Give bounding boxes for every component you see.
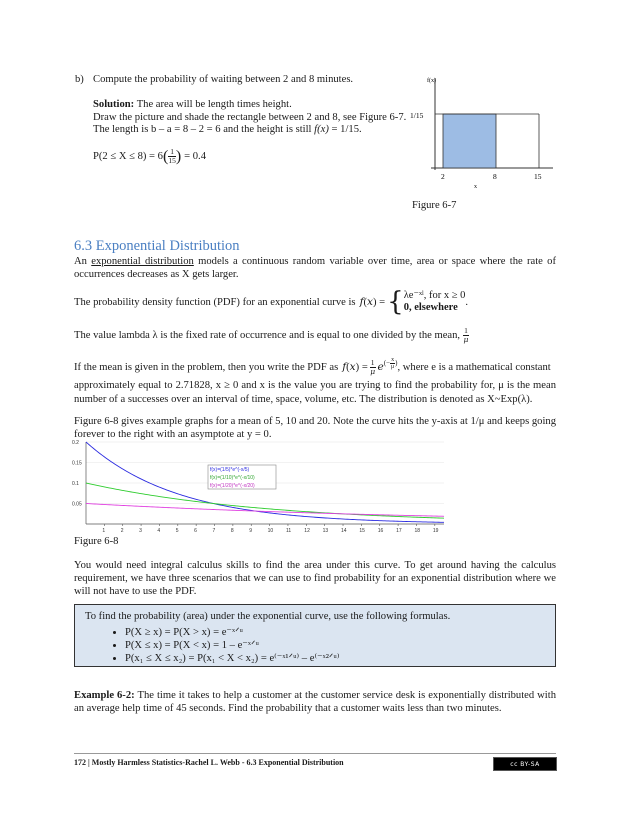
solution-label: Solution: — [93, 99, 135, 110]
fig68-x-tick-11: 11 — [285, 528, 292, 534]
mean-text-pre: If the mean is given in the problem, then you write the PDF as — [74, 361, 339, 373]
pdf-cases — [404, 290, 466, 314]
fig68-x-tick-19: 19 — [432, 528, 439, 534]
formula-item-3: • P(x₁ ≤ X ≤ x₂) = P(x₁ < X < x₂) = e⁽⁻ˣ¹ᐟᵘ⁾ – e⁽⁻ˣ²ᐟᵘ⁾ — [125, 652, 545, 664]
fig67-y-tick: 1/15 — [410, 111, 424, 120]
pdf-case-1: λe⁻ˣˡ, for x ≥ 0 — [403, 290, 466, 301]
formula-list — [85, 626, 545, 664]
fig68-curve-mean-20 — [86, 504, 444, 517]
footer-text: 172 | Mostly Harmless Statistics-Rachel L. Webb - 6.3 Exponential Distribution — [74, 758, 344, 767]
fig68-y-tick-0.15: 0.15 — [72, 460, 82, 467]
calculus-paragraph: You would need integral calculus skills to find the area under this curve. To get around having the calculus requirement, we have three scenarios that we can use to find probability for an exponential distribution where we will not have to use the PDF. — [74, 560, 556, 597]
fig68-x-tick-10: 10 — [267, 528, 274, 534]
pdf-case-2: 0, elsewhere — [403, 302, 458, 313]
formula-item-1: • P(X ≥ x) = P(X > x) = e⁻ˣᐟᵘ — [125, 626, 545, 638]
example-text: The time it takes to help a customer at the customer service desk is exponentially distributed with an average help time of 45 seconds. Find the probability that a customer waits less than two minutes. — [74, 690, 556, 714]
figure-6-7-chart — [405, 72, 555, 197]
fig67-shaded-rectangle — [443, 114, 496, 168]
solution-line2: Draw the picture and shade the rectangle between 2 and 8, see Figure 6-7. — [93, 111, 407, 123]
mean-text-cont: approximately equal to 2.71828, x ≥ 0 and x is the value you are trying to find the probability for, μ is the mean number of a successes over an interval of time, space, volume, etc. The distribution is denoted as X~Exp(λ). — [74, 380, 556, 405]
figure-6-7-caption: Figure 6-7 — [412, 200, 457, 211]
fig68-x-tick-4: 4 — [157, 528, 161, 534]
mean-text-post: , where e is a mathematical constant — [397, 361, 551, 373]
fig67-x-tick-8: 8 — [493, 172, 497, 181]
section-heading: 6.3 Exponential Distribution — [74, 238, 240, 254]
example-label: Example 6-2: — [74, 690, 135, 701]
lambda-text: The value lambda λ is the fixed rate of occurrence and is equal to one divided by the mean, — [74, 330, 461, 341]
fig68-y-tick-0.2: 0.2 — [72, 440, 79, 446]
prob-rhs: = 0.4 — [184, 151, 207, 162]
fig67-x-tick-2: 2 — [441, 172, 445, 181]
fig68-x-tick-9: 9 — [249, 528, 253, 534]
formula-item-2: • P(X ≤ x) = P(X < x) = 1 – e⁻ˣᐟᵘ — [125, 639, 545, 651]
solution-text: The area will be length times height. — [136, 99, 292, 110]
example-paragraph — [74, 689, 556, 715]
pdf-paragraph: The probability density function (PDF) for an exponential curve is f ( x ) = { λe⁻ˣˡ, for x ≥ 0 0, elsewhere . — [74, 287, 469, 317]
solution-line3-pre: The length is b – a = 8 – 2 = 6 and the height is still — [93, 124, 312, 135]
solution-line3-post: = 1/15. — [331, 124, 362, 135]
part-b-label: b) — [75, 74, 84, 85]
pdf-text: The probability density function (PDF) for an exponential curve is — [74, 296, 356, 308]
fig68-x-tick-16: 16 — [377, 528, 384, 534]
figure-6-8-description: Figure 6-8 gives example graphs for a mean of 5, 10 and 20. Note the curve hits the y-axis at 1/μ and keeps going forever to the right with an asymptote at y = 0. — [74, 416, 556, 440]
fig68-x-tick-2: 2 — [120, 528, 124, 534]
fig68-x-tick-12: 12 — [304, 528, 310, 534]
fig67-x-label: x — [474, 184, 477, 190]
fig68-x-tick-13: 13 — [322, 528, 329, 534]
footer-rule — [74, 753, 556, 754]
fig68-y-tick-0.1: 0.1 — [72, 481, 79, 487]
fig68-x-tick-6: 6 — [194, 528, 197, 534]
figure-6-8-chart — [72, 438, 448, 536]
prob-fraction: $\frac{1}{15}$ — [168, 147, 176, 165]
fig68-x-tick-17: 17 — [396, 528, 402, 534]
exponential-distribution-link[interactable]: exponential distribution — [91, 256, 194, 267]
fig68-x-tick-14: 14 — [341, 528, 347, 534]
cc-license-badge[interactable]: cc BY-SA — [493, 757, 557, 771]
fig68-legend-3: f(x)=(1/20)*e^(-x/20) — [210, 483, 255, 489]
fig68-x-tick-3: 3 — [139, 528, 142, 534]
fig68-x-tick-5: 5 — [175, 528, 179, 534]
part-b-question: Compute the probability of waiting between 2 and 8 minutes. — [93, 74, 354, 85]
fig68-x-tick-15: 15 — [359, 528, 365, 534]
solution-line3-fx: f(x) — [314, 124, 329, 135]
fig67-y-label: f(x) — [427, 78, 436, 84]
fig68-x-tick-7: 7 — [212, 528, 216, 534]
mean-paragraph: If the mean is given in the problem, then you write the PDF as f ( x ) = $\frac{1}{\mu}$ e $^{(- \frac{x}{\mu} )}$ , where e is a mathematical constant approximately equal to 2.71828, x ≥ 0 and x is the value you are trying to find the probability for, μ is the mean number of a successes over an interval of time, space, volume, etc. The distribution is denoted as X~Exp(λ). — [74, 356, 556, 405]
fig68-legend-1: f(x)=(1/5)*e^(-x/5) — [210, 467, 250, 473]
part-b-solution — [93, 99, 413, 137]
formula-box — [74, 604, 556, 667]
figure-6-8-caption: Figure 6-8 — [74, 536, 119, 547]
intro-paragraph: An exponential distribution models a continuous random variable over time, area or space where the rate of occurrences decreases as X gets larger. — [74, 256, 556, 280]
fig68-x-tick-18: 18 — [414, 528, 421, 534]
fig68-y-tick-0.05: 0.05 — [72, 501, 82, 508]
fig68-legend-2: f(x)=(1/10)*e^(-x/10) — [210, 475, 255, 481]
prob-lhs: P(2 ≤ X ≤ 8) = 6 — [93, 151, 163, 162]
formula-box-intro: To find the probability (area) under the exponential curve, use the following formulas. — [85, 611, 451, 622]
lambda-paragraph: The value lambda λ is the fixed rate of occurrence and is equal to one divided by the mean, $\frac{1}{\mu}$ — [74, 326, 469, 344]
fig68-x-tick-8: 8 — [230, 528, 234, 534]
fig67-x-tick-15: 15 — [534, 172, 542, 181]
fig68-x-tick-1: 1 — [102, 528, 106, 534]
probability-equation: P(2 ≤ X ≤ 8) = 6 ( $\frac{1}{15}$ ) = 0.4 — [93, 147, 207, 165]
